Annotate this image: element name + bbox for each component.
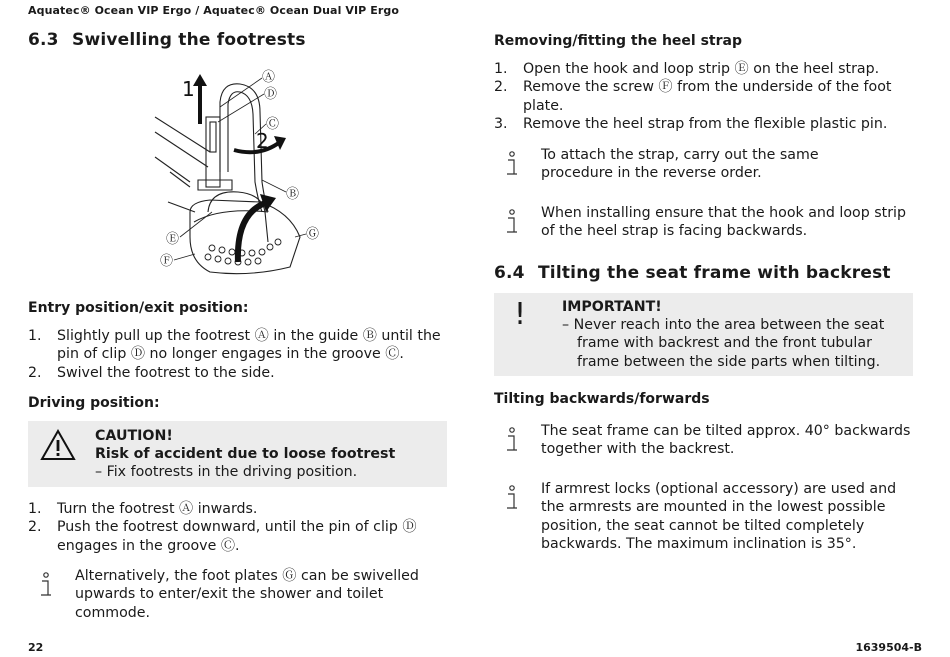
info-note: If armrest locks (optional accessory) are used and the armrests are mounted in the lowest possible position, the seat cannot be tilted completely backwards. The maximum inclination is 35°. [494, 480, 914, 554]
info-note: Alternatively, the foot plates Ⓖ can be swivelled upwards to enter/exit the shower and toilet commode. [28, 567, 428, 622]
callout-c: Ⓒ [266, 117, 280, 132]
callout-b: Ⓑ [286, 187, 300, 202]
callout-d: Ⓓ [264, 87, 278, 102]
tilting-heading: Tilting backwards/forwards [494, 391, 710, 407]
running-header: Aquatec® Ocean VIP Ergo / Aquatec® Ocean Dual VIP Ergo [28, 4, 400, 17]
entry-heading: Entry position/exit position: [28, 300, 249, 316]
document-id: 1639504-B [855, 641, 922, 654]
important-label: IMPORTANT! [562, 299, 662, 315]
info-icon [502, 484, 522, 514]
important-text: – Never reach into the area between the seat frame with backrest and the front tubular frame between the side parts when tilting. [562, 317, 885, 370]
list-item: 2. Remove the screw Ⓕ from the underside of the foot plate. [494, 79, 892, 114]
footrest-illustration [150, 62, 330, 282]
warning-triangle-icon [40, 429, 76, 461]
entry-steps [28, 327, 446, 382]
callout-f: Ⓕ [160, 254, 174, 269]
info-icon [502, 426, 522, 456]
page-number: 22 [28, 641, 44, 654]
info-note: When installing ensure that the hook and loop strip of the heel strap is facing backwards. [494, 204, 914, 241]
list-item: 2. Swivel the footrest to the side. [28, 364, 275, 381]
important-box [494, 293, 913, 376]
heel-strap-heading: Removing/fitting the heel strap [494, 33, 742, 49]
section-number: 6.4 [494, 263, 525, 283]
callout-g: Ⓖ [306, 227, 320, 242]
section-heading-6-4 [494, 263, 891, 283]
callout-a: Ⓐ [262, 70, 276, 85]
info-note: To attach the strap, carry out the same procedure in the reverse order. [494, 146, 894, 183]
caution-action: – Fix footrests in the driving position. [95, 464, 358, 480]
info-note: The seat frame can be tilted approx. 40° backwards together with the backrest. [494, 422, 914, 459]
heel-strap-steps [494, 60, 902, 134]
info-icon [502, 150, 522, 180]
list-item: 3. Remove the heel strap from the flexible plastic pin. [494, 116, 888, 133]
caution-box [28, 421, 447, 487]
exclamation-icon: ! [514, 297, 527, 332]
section-number: 6.3 [28, 30, 59, 50]
list-item: 1. Turn the footrest Ⓐ inwards. [28, 501, 258, 517]
section-heading-6-3 [28, 30, 306, 50]
step-label-1: 1 [182, 77, 195, 101]
caution-title: Risk of accident due to loose footrest [95, 446, 396, 462]
list-item: 2. Push the footrest downward, until the pin of clip Ⓓ engages in the groove Ⓒ. [28, 519, 417, 554]
info-icon [36, 571, 56, 601]
info-icon [502, 208, 522, 238]
callout-e: Ⓔ [166, 232, 180, 247]
list-item: 1. Slightly pull up the footrest Ⓐ in the guide Ⓑ until the pin of clip Ⓓ no longer engages in the groove Ⓒ. [28, 328, 441, 363]
section-title: Tilting the seat frame with backrest [538, 263, 891, 283]
section-title: Swivelling the footrests [72, 30, 306, 50]
driving-steps [28, 500, 446, 555]
list-item: 1. Open the hook and loop strip Ⓔ on the heel strap. [494, 61, 880, 77]
driving-heading: Driving position: [28, 395, 160, 411]
step-label-2: 2 [256, 129, 269, 153]
caution-label: CAUTION! [95, 428, 173, 444]
